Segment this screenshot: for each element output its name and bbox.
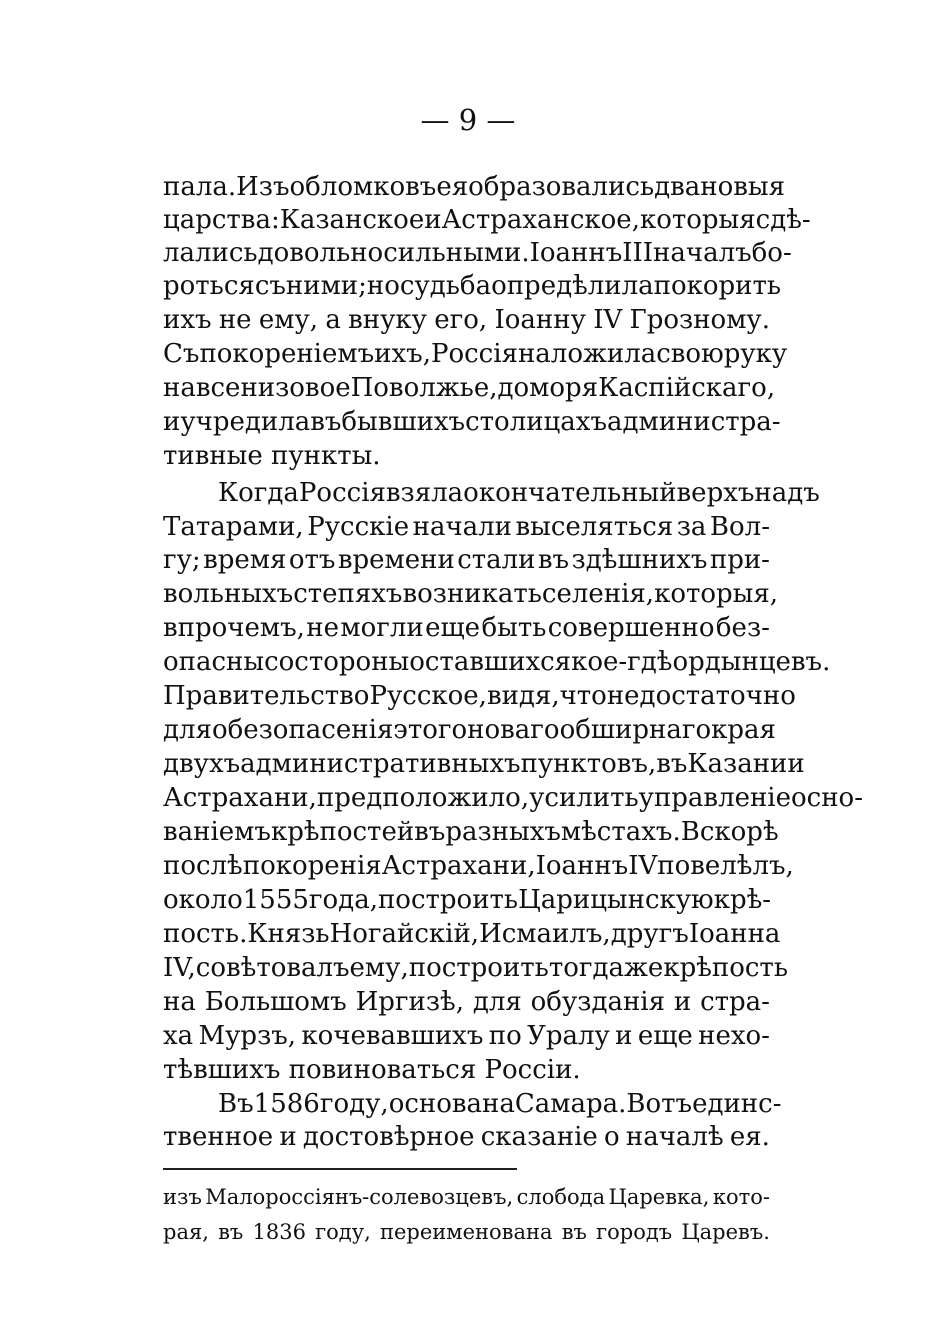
body-line: Въ 1586 году, основана Самара. Вотъ единс- <box>218 1089 782 1119</box>
body-line: Съ покореніемъ ихъ, Россія наложила свою руку <box>163 339 788 369</box>
body-line: IV, совѣтовалъ ему, построить тогдаже крѣпость <box>163 953 788 983</box>
body-line: на Большомъ Иргизѣ, для обузданія и стра- <box>163 987 770 1017</box>
footnote-divider <box>163 1168 517 1170</box>
body-line: тивные пункты. <box>163 441 381 471</box>
body-line: послѣ покоренія Астрахани, Іоаннъ IV повелѣлъ, <box>163 851 794 881</box>
body-line: ихъ не ему, а внуку его, Іоанну IV Грозному. <box>163 305 770 335</box>
body-line: Астрахани, предположило, усилить управленіе осно- <box>163 783 863 813</box>
body-line: впрочемъ, не могли еще быть совершенно без- <box>163 613 770 643</box>
body-line: Татарами, Русскіе начали выселяться за Вол- <box>163 512 770 542</box>
body-line: ваніемъ крѣпостей въ разныхъ мѣстахъ. Вскорѣ <box>163 817 779 847</box>
body-line: гу; время отъ времени стали въ здѣшнихъ при- <box>163 545 770 575</box>
body-line: пость. Князь Ногайскій, Исмаилъ, другъ Іоанна <box>163 919 781 949</box>
body-line: пала. Изъ обломковъ ея образовались два новыя <box>163 172 785 202</box>
body-line: Правительство Русское, видя, что недостаточно <box>163 681 796 711</box>
body-line: лались довольно сильными. Іоаннъ III началъ бо- <box>163 238 792 268</box>
footnote-line: изъ Малороссіянъ-солевозцевъ, слобода Царевка, кото- <box>163 1185 770 1209</box>
body-line: твенное и достовѣрное сказаніе о началѣ ея. <box>163 1122 770 1152</box>
body-line: Когда Россія взяла окончательный верхъ надъ <box>218 478 820 508</box>
page-number: — 9 — <box>420 103 516 137</box>
body-line: вольныхъ степяхъ возникать селенія, которыя, <box>163 579 779 609</box>
body-line: на все низовое Поволжье, до моря Каспійскаго, <box>163 373 776 403</box>
body-line: опасны со стороны оставшихся кое-гдѣ ордынцевъ. <box>163 647 831 677</box>
footnote-line: рая, въ 1836 году, переименована въ городъ Царевъ. <box>163 1220 770 1244</box>
body-line: двухъ административныхъ пунктовъ, въ Казани и <box>163 749 805 779</box>
body-line: царства: Казанское и Астраханское, которыя сдѣ- <box>163 205 811 235</box>
body-line: около 1555 года, построить Царицынскую крѣ- <box>163 885 772 915</box>
body-line: для обезопасенія этого новаго обширнаго края <box>163 715 776 745</box>
body-line: ха Мурзъ, кочевавшихъ по Уралу и еще нехо- <box>163 1021 770 1051</box>
body-line: тѣвшихъ повиноваться Россіи. <box>163 1055 581 1085</box>
body-line: и учредила въ бывшихъ столицахъ администра- <box>163 407 781 437</box>
body-line: роться съ ними; но судьба опредѣлила покорить <box>163 271 782 301</box>
